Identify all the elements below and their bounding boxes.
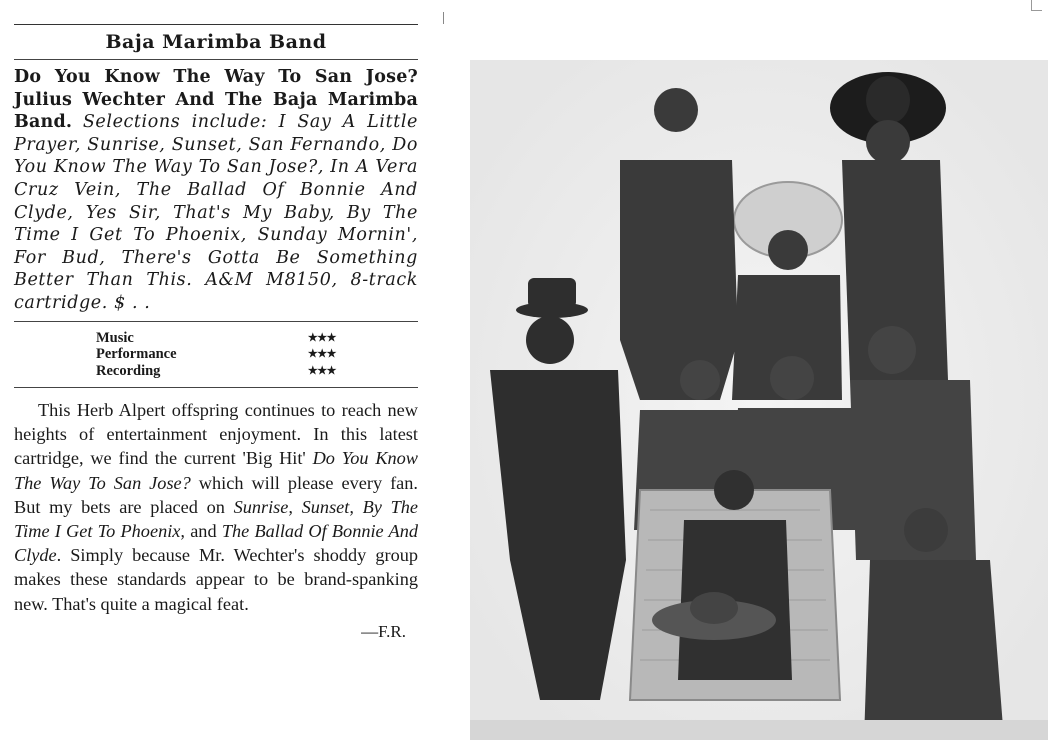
review-song-title: Sunrise, Sunset, By The Time I Get To Phoenix, xyxy=(14,496,418,542)
rating-row-recording xyxy=(96,363,336,380)
page-corner-mark xyxy=(1031,0,1042,11)
section-heading: Baja Marimba Band xyxy=(105,31,327,53)
band-photo xyxy=(470,60,1048,740)
rating-label: Performance xyxy=(96,346,177,363)
review-body xyxy=(14,398,418,616)
review-paragraph xyxy=(14,398,418,616)
review-column xyxy=(14,0,418,642)
heading-rule xyxy=(14,59,418,60)
ratings-top-rule xyxy=(14,321,418,322)
album-title: Do You Know The Way To San Jose? Julius Wechter And The Baja Marimba Band. xyxy=(14,67,418,133)
rating-label: Music xyxy=(96,329,134,346)
rating-stars: ★★★ xyxy=(307,331,336,344)
review-text: and xyxy=(184,521,222,542)
rating-stars: ★★★ xyxy=(307,364,336,377)
ratings-table xyxy=(96,330,336,380)
ratings-bottom-rule xyxy=(14,387,418,388)
review-text: which will please every fan. But my bets are placed on xyxy=(14,472,418,517)
rating-label: Recording xyxy=(96,362,161,379)
review-song-title: The Ballad Of Bonnie And Clyde xyxy=(14,521,418,566)
reviewer-signature: —F.R. xyxy=(361,621,406,641)
album-selections: Selections include: I Say A Little Prayer, Sunrise, Sunset, San Fernando, Do You Know The Way To San Jose?, In A Vera Cruz Vein, The Ballad Of Bonnie And Clyde, Yes Sir, That's My Baby, By The Time I Get To Phoenix, Sunday Mornin', For Bud, There's Gotta Be Something Better Than This. A&M M8150, 8-track cartridge. $ . . xyxy=(14,112,418,313)
review-text: This Herb Alpert offspring continues to reach new heights of entertainment enjoyment. In this latest cartridge, we find the current 'Big Hit' xyxy=(14,400,418,469)
rating-stars: ★★★ xyxy=(307,348,336,361)
rating-row-music xyxy=(96,330,336,347)
review-song-title: Do You Know The Way To San Jose? xyxy=(14,448,419,493)
rating-row-performance xyxy=(96,346,336,363)
album-entry xyxy=(14,66,418,315)
margin-tick xyxy=(443,12,444,24)
review-text: . Simply because Mr. Wechter's shoddy group makes these standards appear to be brand-spanking new. That's quite a magical feat. xyxy=(14,545,418,614)
